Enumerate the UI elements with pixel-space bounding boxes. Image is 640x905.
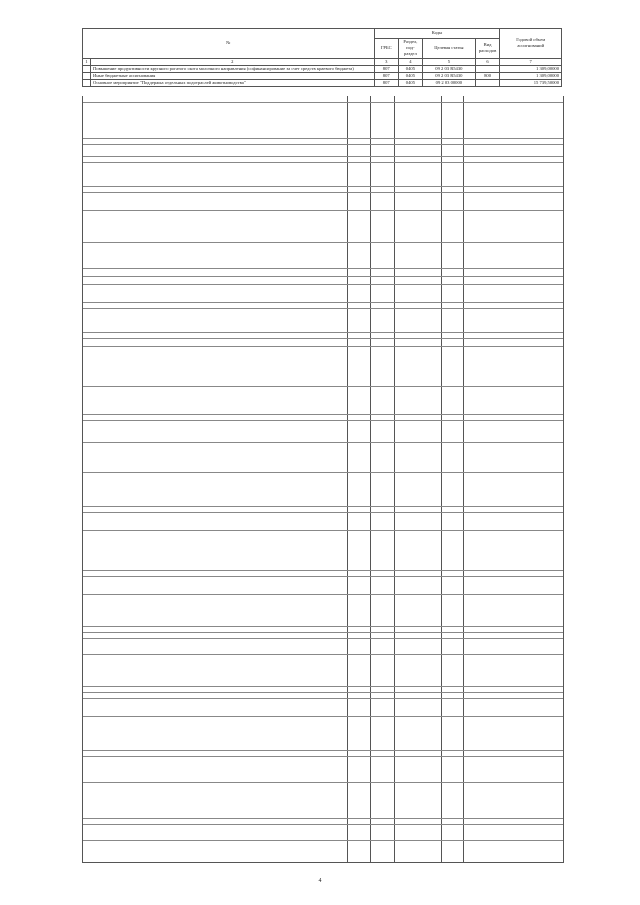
- column-number: 5: [422, 58, 475, 65]
- row-amount: 1 309,00000: [500, 65, 562, 72]
- row-type: [475, 80, 500, 87]
- row-section: 0405: [398, 73, 422, 80]
- row-type: [475, 65, 500, 72]
- table-body-continuation: [82, 96, 564, 863]
- row-target: 09 2 03 R5430: [422, 65, 475, 72]
- row-section: 0405: [398, 80, 422, 87]
- row-grbs: 807: [374, 65, 398, 72]
- header-section: Раздел, под-раздел: [398, 39, 422, 59]
- column-number: 6: [475, 58, 500, 65]
- column-number: 4: [398, 58, 422, 65]
- row-name: Повышение продуктивности крупного рогатого скота молочного направления (софинансирование за счет средств краевого бюджета): [91, 65, 375, 72]
- header-annual-volume: Годовой объем ассигнований: [500, 29, 562, 59]
- column-number: 3: [374, 58, 398, 65]
- row-amount: 15 739,50000: [500, 80, 562, 87]
- row-name: Основное мероприятие "Поддержка отдельных подотраслей животноводства": [91, 80, 375, 87]
- row-target: 09 2 03 R5430: [422, 73, 475, 80]
- header-grbs: ГРБС: [374, 39, 398, 59]
- budget-table: [82, 28, 562, 87]
- page-number: 4: [318, 878, 322, 884]
- column-number: 1: [83, 58, 91, 65]
- row-name: Иные бюджетные ассигнования: [91, 73, 375, 80]
- row-type: 800: [475, 73, 500, 80]
- row-section: 0405: [398, 65, 422, 72]
- header-target: Целевая статья: [422, 39, 475, 59]
- row-amount: 1 309,00000: [500, 73, 562, 80]
- header-expense-type: Вид расходов: [475, 39, 500, 59]
- table-row: [83, 73, 562, 80]
- row-grbs: 807: [374, 80, 398, 87]
- column-number: 7: [500, 58, 562, 65]
- table-row: [83, 65, 562, 72]
- row-target: 09 2 03 00000: [422, 80, 475, 87]
- row-grbs: 807: [374, 73, 398, 80]
- header-codes: Коды: [374, 29, 500, 39]
- table-row: [83, 80, 562, 87]
- header-number: №: [83, 29, 375, 59]
- column-number: 2: [91, 58, 375, 65]
